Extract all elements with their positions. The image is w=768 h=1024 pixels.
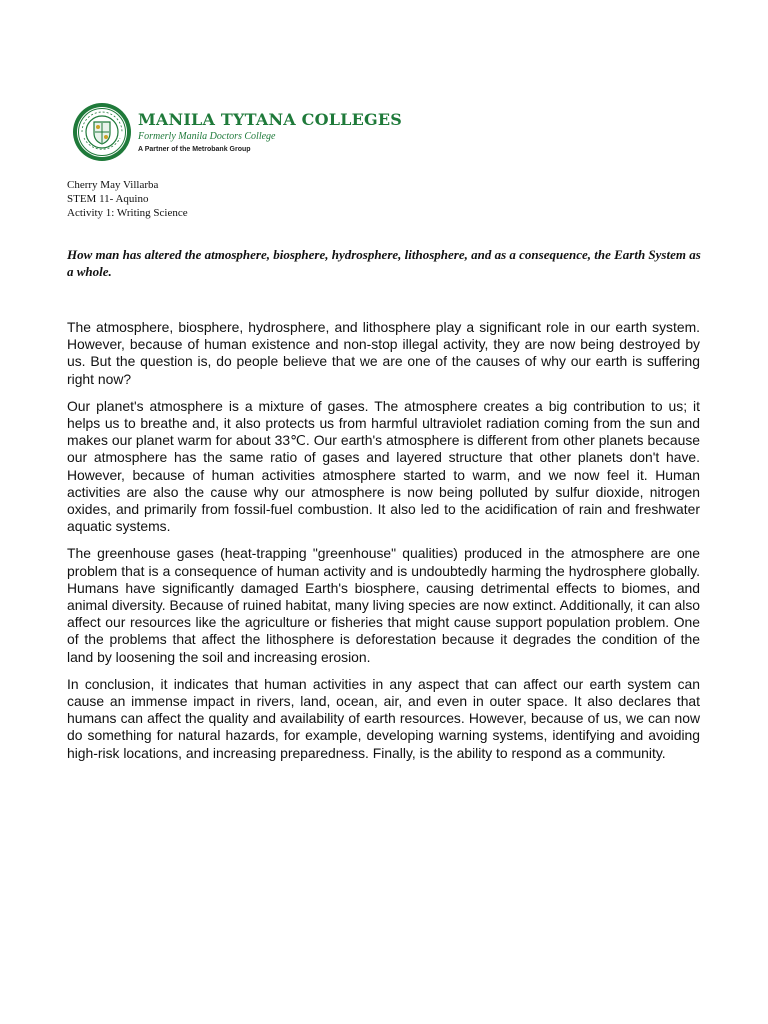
class-section: STEM 11- Aquino (67, 193, 149, 205)
letterhead (72, 102, 402, 162)
college-seal-icon (72, 102, 132, 162)
paragraph-2: Our planet's atmosphere is a mixture of gases. The atmosphere creates a big contribution to us; it helps us to breathe and, it also protects us from harmful ultraviolet radiation coming from the sun and makes our planet warm for about 33℃. Our earth's atmosphere is different from other planets because our atmosphere has the same ratio of gases and layered structure that other planets don't have. However, because of human activities atmosphere started to warm, and we now feel it. Human activities are also the cause why our atmosphere is now being polluted by sulfur dioxide, nitrogen oxides, and primarily from fossil-fuel combustion. It also led to the acidification of rain and freshwater aquatic systems. (67, 397, 700, 535)
partner-line: A Partner of the Metrobank Group (138, 145, 251, 153)
brand-block (138, 110, 402, 155)
activity-label: Activity 1: Writing Science (67, 207, 188, 219)
paragraph-1: The atmosphere, biosphere, hydrosphere, and lithosphere play a significant role in our earth system. However, because of human existence and non-stop illegal activity, they are now being destroyed by us. But the question is, do people believe that we are one of the causes of why our earth is suffering right now? (67, 319, 700, 387)
essay-title: How man has altered the atmosphere, biosphere, hydrosphere, lithosphere, and as a consequence, the Earth System as a whole. (67, 247, 701, 279)
essay-body (67, 319, 700, 772)
college-name: MANILA TYTANA COLLEGES (138, 109, 403, 129)
author-info (67, 178, 188, 220)
college-former-name: Formerly Manila Doctors College (138, 130, 276, 142)
paragraph-4: In conclusion, it indicates that human activities in any aspect that can affect our earth system can cause an immense impact in rivers, land, ocean, air, and even in outer space. It also declares that humans can affect the quality and availability of earth resources. However, because of us, we can now do something for natural hazards, for example, developing warning systems, identifying and avoiding high-risk locations, and increasing preparedness. Finally, is the ability to respond as a community. (67, 675, 700, 761)
author-name: Cherry May Villarba (67, 179, 159, 191)
paragraph-3: The greenhouse gases (heat-trapping "greenhouse" qualities) produced in the atmosphere are one problem that is a consequence of human activity and is undoubtedly harming the hydrosphere globally. Humans have significantly damaged Earth's biosphere, causing detrimental effects to biomes, and animal diversity. Because of ruined habitat, many living species are now extinct. Additionally, it can also affect our resources like the agriculture or fisheries that might cause support population problem. One of the problems that affect the lithosphere is deforestation because it degrades the condition of the land by loosening the soil and increasing erosion. (67, 545, 700, 665)
